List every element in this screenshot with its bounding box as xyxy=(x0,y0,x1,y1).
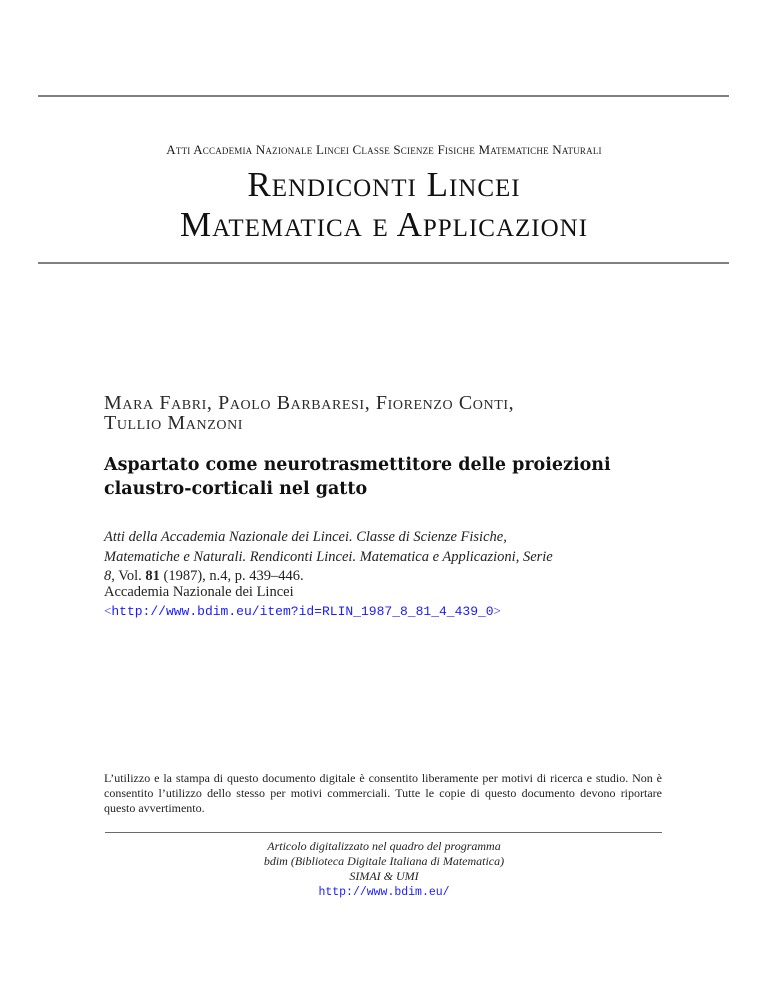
authors-line-2: Tullio Manzoni xyxy=(104,412,244,434)
journal-title-line-1: Rendiconti Lincei xyxy=(247,165,521,204)
citation-series-number: 8 xyxy=(104,568,112,584)
footer-line-2: bdim (Biblioteca Digitale Italiana di Matematica) xyxy=(263,854,505,868)
article-title-line-2: claustro-corticali nel gatto xyxy=(104,479,368,499)
citation-vol-label: , Vol. xyxy=(111,568,146,584)
link-close-bracket: > xyxy=(493,603,501,618)
citation-journal-line-2: Matematiche e Naturali. Rendiconti Lincei. Matematica e Applicazioni, Serie xyxy=(104,548,553,565)
citation xyxy=(104,528,684,587)
journal-title-line-2: Matematica e Applicazioni xyxy=(179,205,589,244)
item-link-container xyxy=(104,603,501,619)
footer-line-1: Articolo digitalizzato nel quadro del programma xyxy=(267,839,501,853)
header-rule xyxy=(38,262,729,264)
footer-link[interactable]: http://www.bdim.eu/ xyxy=(318,886,450,899)
footer-line-3: SIMAI & UMI xyxy=(349,869,419,883)
journal-title xyxy=(0,165,768,245)
link-open-bracket: < xyxy=(104,603,112,618)
footer-rule xyxy=(105,832,662,833)
citation-journal-line-1: Atti della Accademia Nazionale dei Lincei. Classe di Scienze Fisiche, xyxy=(104,529,507,545)
article-title-line-1: Aspartato come neurotrasmettitore delle proiezioni xyxy=(104,455,611,475)
authors-line-1: Mara Fabri, Paolo Barbaresi, Fiorenzo Conti, xyxy=(104,392,515,414)
authors xyxy=(104,393,704,433)
footer xyxy=(0,839,768,900)
article-title xyxy=(104,453,664,501)
citation-year-pages: (1987), n.4, p. 439–446. xyxy=(159,568,304,584)
top-rule xyxy=(38,95,729,97)
publisher: Accademia Nazionale dei Lincei xyxy=(104,584,294,600)
usage-notice: L’utilizzo e la stampa di questo documento digitale è consentito liberamente per motivi di ricerca e studio. Non è consentito l’utilizzo dello stesso per motivi commerciali. Tutte le copie di questo documento devono riportare questo avvertimento. xyxy=(104,771,662,815)
series-line: Atti Accademia Nazionale Lincei Classe Scienze Fisiche Matematiche Naturali xyxy=(166,142,602,157)
citation-volume: 81 xyxy=(145,568,160,584)
item-link[interactable]: http://www.bdim.eu/item?id=RLIN_1987_8_81_4_439_0 xyxy=(111,604,494,619)
